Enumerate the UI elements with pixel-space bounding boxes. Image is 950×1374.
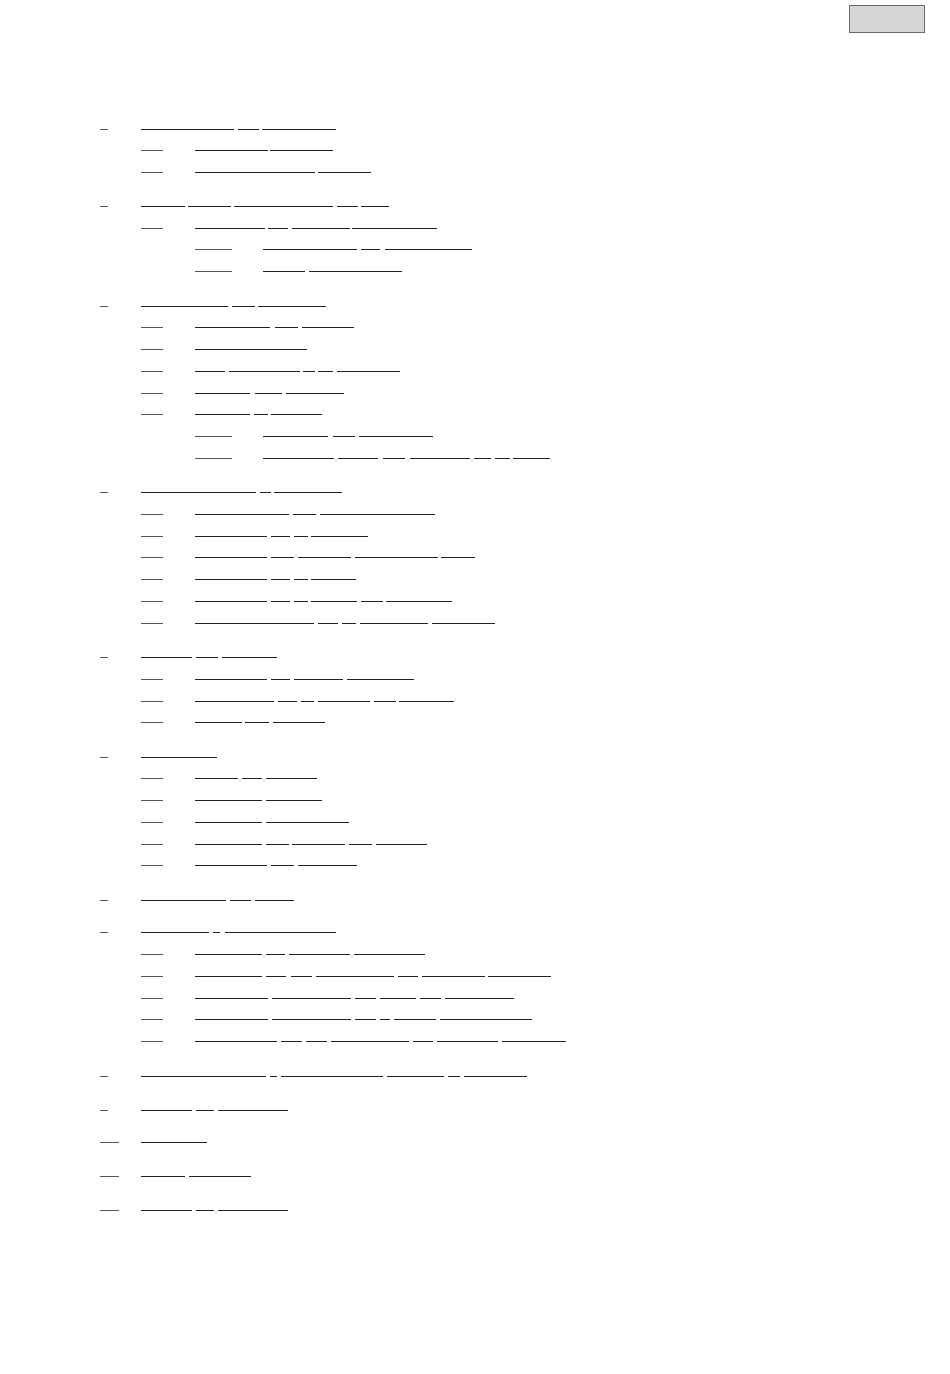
toc-entry-level-2[interactable] xyxy=(0,315,950,331)
toc-entry-title-word[interactable] xyxy=(289,954,350,955)
toc-entry-title-word[interactable] xyxy=(195,976,262,977)
toc-entry-level-2[interactable] xyxy=(0,160,950,176)
toc-entry-title-word[interactable] xyxy=(355,998,376,999)
toc-entry-level-2[interactable] xyxy=(0,545,950,561)
toc-entry-title-word[interactable] xyxy=(141,900,226,901)
toc-entry-title-word[interactable] xyxy=(195,998,268,999)
toc-entry-title-word[interactable] xyxy=(141,129,234,130)
toc-entry-title-word[interactable] xyxy=(195,371,225,372)
toc-entry-number xyxy=(141,778,163,779)
toc-entry-title-word[interactable] xyxy=(195,954,262,955)
toc-entry-title-word[interactable] xyxy=(273,722,325,723)
toc-entry-title-word[interactable] xyxy=(311,579,356,580)
toc-entry-title-word[interactable] xyxy=(270,150,333,151)
toc-entry-title-word[interactable] xyxy=(195,800,262,801)
toc-entry-title-word[interactable] xyxy=(270,1076,277,1077)
toc-entry-title-word[interactable] xyxy=(311,536,368,537)
toc-entry-title-word[interactable] xyxy=(196,1210,214,1211)
toc-entry-title-word[interactable] xyxy=(195,557,267,558)
toc-entry-title-word[interactable] xyxy=(355,557,438,558)
toc-entry-title-word[interactable] xyxy=(440,1019,532,1020)
toc-entry-title-word[interactable] xyxy=(474,458,491,459)
toc-entry-title-word[interactable] xyxy=(271,579,290,580)
toc-entry-level-3[interactable] xyxy=(0,446,950,462)
toc-entry-title-word[interactable] xyxy=(286,393,344,394)
toc-entry-level-1[interactable] xyxy=(0,1098,950,1114)
toc-entry-title-word[interactable] xyxy=(318,623,338,624)
toc-entry-title-word[interactable] xyxy=(394,1019,436,1020)
toc-entry-level-2[interactable] xyxy=(0,216,950,232)
toc-entry-title-word[interactable] xyxy=(266,976,286,977)
toc-entry-title-word[interactable] xyxy=(513,458,550,459)
toc-entry-title-word[interactable] xyxy=(141,1142,207,1143)
toc-entry-title-word[interactable] xyxy=(399,701,454,702)
toc-entry-title-word[interactable] xyxy=(355,1019,376,1020)
toc-entry-title-word[interactable] xyxy=(195,349,307,350)
toc-entry-number xyxy=(100,1076,108,1077)
toc-entry-level-2[interactable] xyxy=(0,810,950,826)
toc-entry-title-word[interactable] xyxy=(188,206,231,207)
toc-entry-title-word[interactable] xyxy=(274,492,342,493)
toc-entry-title-word[interactable] xyxy=(195,601,267,602)
toc-entry-level-2[interactable] xyxy=(0,964,950,980)
toc-entry-title-word[interactable] xyxy=(195,150,268,151)
toc-entry-level-2[interactable] xyxy=(0,689,950,705)
toc-entry-number xyxy=(141,349,163,350)
toc-entry-title-word[interactable] xyxy=(141,206,185,207)
toc-entry-title-word[interactable] xyxy=(263,436,328,437)
toc-entry-level-2[interactable] xyxy=(0,337,950,353)
toc-entry-title-word[interactable] xyxy=(141,932,209,933)
toc-entry-number xyxy=(141,172,163,173)
toc-entry-number xyxy=(100,129,108,130)
toc-entry-number xyxy=(141,844,163,845)
toc-entry-title-word[interactable] xyxy=(195,679,267,680)
toc-entry-title-word[interactable] xyxy=(502,1041,566,1042)
toc-entry-title-word[interactable] xyxy=(230,900,251,901)
toc-entry-title-word[interactable] xyxy=(309,271,402,272)
toc-entry-level-1[interactable] xyxy=(0,1198,950,1214)
toc-entry-title-word[interactable] xyxy=(294,679,343,680)
toc-entry-title-word[interactable] xyxy=(294,579,308,580)
toc-entry-level-1[interactable] xyxy=(0,888,950,904)
toc-entry-title-word[interactable] xyxy=(278,701,297,702)
toc-entry-title-word[interactable] xyxy=(383,458,405,459)
toc-entry-title-word[interactable] xyxy=(218,1110,288,1111)
toc-entry-title-word[interactable] xyxy=(374,701,396,702)
toc-entry-title-word[interactable] xyxy=(196,657,218,658)
toc-entry-title-word[interactable] xyxy=(195,844,262,845)
toc-entry-number xyxy=(141,536,163,537)
toc-entry-level-2[interactable] xyxy=(0,402,950,418)
toc-entry-number xyxy=(141,579,163,580)
toc-entry-number xyxy=(100,1176,119,1177)
toc-entry-title-word[interactable] xyxy=(263,249,357,250)
toc-entry-number xyxy=(100,1110,108,1111)
toc-entry-title-word[interactable] xyxy=(195,514,289,515)
toc-entry-level-2[interactable] xyxy=(0,832,950,848)
toc-entry-title-word[interactable] xyxy=(141,306,228,307)
toc-entry-title-word[interactable] xyxy=(229,371,300,372)
toc-entry-level-1[interactable] xyxy=(0,1130,950,1146)
toc-entry-title-word[interactable] xyxy=(293,514,316,515)
toc-entry-number xyxy=(141,1019,163,1020)
toc-entry-level-3[interactable] xyxy=(0,259,950,275)
toc-entry-title-word[interactable] xyxy=(195,579,267,580)
toc-entry-title-word[interactable] xyxy=(266,800,322,801)
toc-entry-level-2[interactable] xyxy=(0,853,950,869)
toc-entry-title-word[interactable] xyxy=(141,492,256,493)
toc-entry-title-word[interactable] xyxy=(292,228,350,229)
toc-entry-title-word[interactable] xyxy=(298,557,351,558)
toc-entry-number xyxy=(100,1142,119,1143)
toc-entry-title-word[interactable] xyxy=(222,657,277,658)
toc-entry-title-word[interactable] xyxy=(218,1210,288,1211)
toc-entry-title-word[interactable] xyxy=(141,1110,192,1111)
toc-entry-title-word[interactable] xyxy=(359,436,433,437)
toc-entry-title-word[interactable] xyxy=(294,536,308,537)
toc-entry-number xyxy=(141,822,163,823)
toc-entry-level-2[interactable] xyxy=(0,986,950,1002)
toc-entry-number xyxy=(141,371,163,372)
toc-entry-number xyxy=(100,206,108,207)
toc-entry-title-word[interactable] xyxy=(195,1041,277,1042)
toc-entry-title-word[interactable] xyxy=(195,228,265,229)
toc-entry-number xyxy=(100,492,108,493)
toc-entry-title-word[interactable] xyxy=(361,601,383,602)
toc-entry-title-word[interactable] xyxy=(448,1076,460,1077)
toc-entry-number xyxy=(141,514,163,515)
toc-entry-title-word[interactable] xyxy=(266,954,285,955)
toc-entry-title-word[interactable] xyxy=(298,865,357,866)
toc-entry-number xyxy=(141,557,163,558)
toc-entry-level-1[interactable] xyxy=(0,480,950,496)
toc-entry-number xyxy=(141,393,163,394)
toc-entry-title-word[interactable] xyxy=(195,393,250,394)
toc-entry-level-1[interactable] xyxy=(0,1064,950,1080)
toc-entry-number xyxy=(141,623,163,624)
toc-entry-number xyxy=(141,800,163,801)
toc-entry-level-2[interactable] xyxy=(0,1029,950,1045)
toc-entry-title-word[interactable] xyxy=(380,998,416,999)
toc-entry-title-word[interactable] xyxy=(437,1041,498,1042)
toc-entry-title-word[interactable] xyxy=(272,998,351,999)
toc-entry-title-word[interactable] xyxy=(410,458,470,459)
toc-entry-title-word[interactable] xyxy=(311,601,357,602)
toc-entry-title-word[interactable] xyxy=(495,458,510,459)
toc-entry-number xyxy=(195,249,232,250)
toc-entry-title-word[interactable] xyxy=(262,129,336,130)
toc-entry-level-2[interactable] xyxy=(0,710,950,726)
toc-entry-level-2[interactable] xyxy=(0,788,950,804)
toc-entry-number xyxy=(141,601,163,602)
toc-entry-title-word[interactable] xyxy=(464,1076,527,1077)
toc-entry-title-word[interactable] xyxy=(302,327,354,328)
toc-entry-number xyxy=(100,1210,119,1211)
toc-entry-title-word[interactable] xyxy=(360,623,428,624)
toc-entry-title-word[interactable] xyxy=(281,1041,302,1042)
toc-entry-number xyxy=(141,701,163,702)
toc-entry-title-word[interactable] xyxy=(342,623,356,624)
toc-entry-title-word[interactable] xyxy=(195,623,314,624)
toc-entry-title-word[interactable] xyxy=(331,1041,409,1042)
toc-entry-title-word[interactable] xyxy=(263,458,334,459)
toc-entry-level-1[interactable] xyxy=(0,294,950,310)
toc-entry-level-2[interactable] xyxy=(0,766,950,782)
toc-entry-title-word[interactable] xyxy=(303,371,315,372)
toc-entry-title-word[interactable] xyxy=(195,701,274,702)
toc-entry-title-word[interactable] xyxy=(387,1076,444,1077)
toc-entry-title-word[interactable] xyxy=(275,327,298,328)
toc-entry-level-2[interactable] xyxy=(0,611,950,627)
toc-entry-level-2[interactable] xyxy=(0,942,950,958)
toc-entry-title-word[interactable] xyxy=(352,228,437,229)
toc-entry-title-word[interactable] xyxy=(245,722,269,723)
toc-entry-title-word[interactable] xyxy=(195,822,262,823)
toc-entry-title-word[interactable] xyxy=(445,998,514,999)
toc-entry-title-word[interactable] xyxy=(242,778,262,779)
toc-entry-title-word[interactable] xyxy=(196,1110,214,1111)
toc-entry-title-word[interactable] xyxy=(354,954,425,955)
toc-entry-title-word[interactable] xyxy=(255,900,294,901)
toc-entry-title-word[interactable] xyxy=(361,249,380,250)
toc-entry-title-word[interactable] xyxy=(301,701,314,702)
toc-entry-level-2[interactable] xyxy=(0,667,950,683)
toc-entry-title-word[interactable] xyxy=(225,932,336,933)
toc-entry-level-2[interactable] xyxy=(0,138,950,154)
toc-entry-title-word[interactable] xyxy=(316,976,394,977)
toc-entry-title-word[interactable] xyxy=(271,414,322,415)
toc-entry-title-word[interactable] xyxy=(268,228,288,229)
toc-entry-title-word[interactable] xyxy=(420,998,441,999)
toc-entry-level-3[interactable] xyxy=(0,424,950,440)
toc-entry-title-word[interactable] xyxy=(195,536,267,537)
toc-entry-title-word[interactable] xyxy=(258,306,326,307)
toc-entry-title-word[interactable] xyxy=(318,371,333,372)
toc-entry-level-3[interactable] xyxy=(0,237,950,253)
toc-entry-number xyxy=(195,436,232,437)
toc-entry-title-word[interactable] xyxy=(195,414,250,415)
toc-entry-title-word[interactable] xyxy=(376,844,427,845)
toc-entry-title-word[interactable] xyxy=(318,172,371,173)
toc-entry-level-2[interactable] xyxy=(0,1007,950,1023)
toc-entry-number xyxy=(100,757,108,758)
toc-entry-title-word[interactable] xyxy=(260,492,271,493)
toc-entry-title-word[interactable] xyxy=(271,601,290,602)
toc-entry-title-word[interactable] xyxy=(333,436,355,437)
toc-entry-number xyxy=(195,458,232,459)
toc-entry-number xyxy=(141,228,163,229)
toc-entry-level-1[interactable] xyxy=(0,194,950,210)
toc-entry-title-word[interactable] xyxy=(337,206,358,207)
toc-entry-title-word[interactable] xyxy=(271,865,294,866)
toc-entry-number xyxy=(141,722,163,723)
toc-entry-level-1[interactable] xyxy=(0,1164,950,1180)
toc-entry-title-word[interactable] xyxy=(213,932,220,933)
toc-entry-title-word[interactable] xyxy=(195,1019,268,1020)
toc-entry-level-1[interactable] xyxy=(0,117,950,133)
toc-entry-title-word[interactable] xyxy=(347,679,414,680)
toc-entry-title-word[interactable] xyxy=(266,778,317,779)
toc-entry-level-1[interactable] xyxy=(0,745,950,761)
toc-entry-title-word[interactable] xyxy=(292,844,345,845)
toc-entry-number xyxy=(100,932,108,933)
toc-entry-number xyxy=(141,327,163,328)
toc-entry-number xyxy=(141,976,163,977)
toc-entry-title-word[interactable] xyxy=(141,1076,266,1077)
toc-entry-number xyxy=(100,900,108,901)
toc-entry-title-word[interactable] xyxy=(386,601,452,602)
toc-entry-title-word[interactable] xyxy=(422,976,485,977)
toc-entry-level-2[interactable] xyxy=(0,567,950,583)
toc-entry-title-word[interactable] xyxy=(266,822,349,823)
toc-entry-title-word[interactable] xyxy=(189,1176,251,1177)
toc-entry-title-word[interactable] xyxy=(263,271,305,272)
toc-entry-title-word[interactable] xyxy=(238,129,259,130)
toc-entry-number xyxy=(141,150,163,151)
toc-entry-title-word[interactable] xyxy=(234,206,333,207)
toc-entry-title-word[interactable] xyxy=(349,844,372,845)
toc-entry-title-word[interactable] xyxy=(432,623,495,624)
toc-entry-title-word[interactable] xyxy=(232,306,255,307)
toc-entry-title-word[interactable] xyxy=(413,1041,433,1042)
toc-entry-title-word[interactable] xyxy=(338,458,378,459)
toc-entry-title-word[interactable] xyxy=(271,679,290,680)
toc-entry-title-word[interactable] xyxy=(141,1210,192,1211)
toc-entry-title-word[interactable] xyxy=(281,1076,383,1077)
toc-entry-number xyxy=(141,865,163,866)
toc-entry-title-word[interactable] xyxy=(294,601,308,602)
toc-entry-title-word[interactable] xyxy=(488,976,551,977)
toc-entry-title-word[interactable] xyxy=(320,514,435,515)
toc-entry-title-word[interactable] xyxy=(306,1041,327,1042)
toc-entry-title-word[interactable] xyxy=(271,536,290,537)
toc-entry-level-1[interactable] xyxy=(0,920,950,936)
toc-entry-title-word[interactable] xyxy=(141,1176,185,1177)
toc-entry-number xyxy=(141,998,163,999)
toc-entry-title-word[interactable] xyxy=(195,172,315,173)
toc-entry-title-word[interactable] xyxy=(318,701,370,702)
toc-entry-level-2[interactable] xyxy=(0,502,950,518)
toc-entry-title-word[interactable] xyxy=(385,249,472,250)
toc-entry-title-word[interactable] xyxy=(272,1019,351,1020)
toc-entry-title-word[interactable] xyxy=(266,844,289,845)
toc-entry-number xyxy=(195,271,232,272)
toc-entry-number xyxy=(100,657,108,658)
toc-entry-title-word[interactable] xyxy=(380,1019,390,1020)
toc-entry-title-word[interactable] xyxy=(441,557,475,558)
toc-entry-level-2[interactable] xyxy=(0,359,950,375)
toc-entry-level-2[interactable] xyxy=(0,524,950,540)
toc-entry-title-word[interactable] xyxy=(195,778,238,779)
toc-entry-number xyxy=(100,306,108,307)
toc-entry-title-word[interactable] xyxy=(141,657,192,658)
toc-entry-number xyxy=(141,1041,163,1042)
toc-entry-number xyxy=(141,679,163,680)
toc-entry-level-2[interactable] xyxy=(0,381,950,397)
toc-entry-title-word[interactable] xyxy=(255,393,282,394)
toc-entry-title-word[interactable] xyxy=(141,757,217,758)
toc-entry-title-word[interactable] xyxy=(195,865,267,866)
toc-entry-title-word[interactable] xyxy=(337,371,400,372)
toc-entry-number xyxy=(141,414,163,415)
toc-entry-title-word[interactable] xyxy=(195,722,242,723)
toc-entry-title-word[interactable] xyxy=(271,557,294,558)
toc-entry-title-word[interactable] xyxy=(195,327,270,328)
toc-entry-title-word[interactable] xyxy=(398,976,418,977)
toc-entry-number xyxy=(141,954,163,955)
toc-entry-title-word[interactable] xyxy=(254,414,268,415)
toc-entry-level-1[interactable] xyxy=(0,645,950,661)
toc-entry-level-2[interactable] xyxy=(0,589,950,605)
toc-entry-title-word[interactable] xyxy=(361,206,389,207)
toc-entry-title-word[interactable] xyxy=(291,976,312,977)
